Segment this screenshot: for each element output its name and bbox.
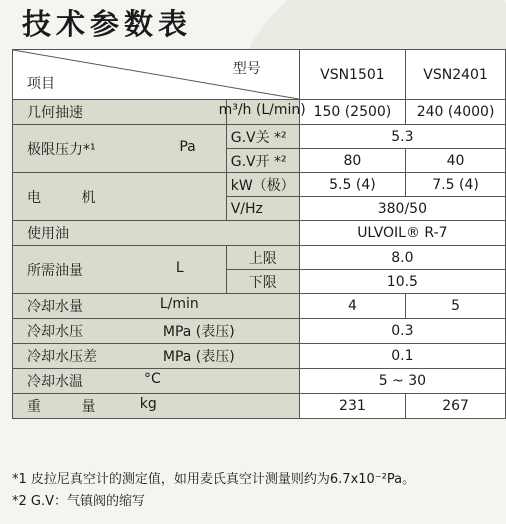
table-row [13,294,506,319]
table-row [13,369,506,394]
vhz-value: 380/50 [299,197,505,221]
gv-off-label: G.V关 *² [226,125,299,149]
weight-v2: 267 [406,394,506,419]
table-row [13,100,506,125]
row-label-motor: 电 机 [13,173,227,221]
table-row [13,173,506,197]
gv-on-v1: 80 [299,149,405,173]
page-title: 技术参数表 [22,7,193,41]
speed-v2: 240 (4000) [406,100,506,125]
spec-table [12,49,506,419]
footnote-1: *1 皮拉尼真空计的测定值，如用麦氏真空计测量则约为6.7x10⁻²Pa。 [12,472,416,487]
footnote-2: *2 G.V：气镇阀的缩写 [12,494,146,509]
upper-label: 上限 [226,246,299,270]
oil-value: ULVOIL® R-7 [299,221,505,246]
row-label-weight: 重 量 kg [13,394,300,419]
kw-v1: 5.5 (4) [299,173,405,197]
speed-v1: 150 (2500) [299,100,405,125]
row-label-oil-amount: 所需油量 L [13,246,227,294]
vhz-label: V/Hz [226,197,299,221]
header-item-label: 项目 [27,76,55,92]
row-label-oil: 使用油 [13,221,300,246]
water-pressure-value: 0.3 [299,319,505,344]
weight-v1: 231 [299,394,405,419]
water-flow-v1: 4 [299,294,405,319]
water-temp-value: 5 ~ 30 [299,369,505,394]
gv-off-value: 5.3 [299,125,505,149]
lower-label: 下限 [226,270,299,294]
table-row [13,125,506,149]
upper-value: 8.0 [299,246,505,270]
footnotes [12,469,415,513]
gv-on-label: G.V开 *² [226,149,299,173]
lower-value: 10.5 [299,270,505,294]
row-label-pressure: 极限压力*¹ Pa [13,125,227,173]
row-label-speed: 几何抽速 m³/h (L/min) [13,100,227,125]
header-model-label: 型号 [232,61,261,77]
water-pressure-diff-value: 0.1 [299,344,505,369]
kw-v2: 7.5 (4) [406,173,506,197]
header-corner-cell [13,50,300,100]
table-row [13,246,506,270]
row-label-water-pressure-diff: 冷却水压差 MPa (表压) [13,344,300,369]
header-model-1: VSN1501 [299,50,405,100]
table-header-row [13,50,506,100]
header-model-2: VSN2401 [406,50,506,100]
table-row [13,221,506,246]
row-label-water-temp: 冷却水温 °C [13,369,300,394]
table-row [13,319,506,344]
row-label-water-pressure: 冷却水压 MPa (表压) [13,319,300,344]
kw-label: kW（极） [226,173,299,197]
table-row [13,394,506,419]
gv-on-v2: 40 [406,149,506,173]
water-flow-v2: 5 [406,294,506,319]
table-row [13,344,506,369]
row-label-water-flow: 冷却水量 L/min [13,294,300,319]
